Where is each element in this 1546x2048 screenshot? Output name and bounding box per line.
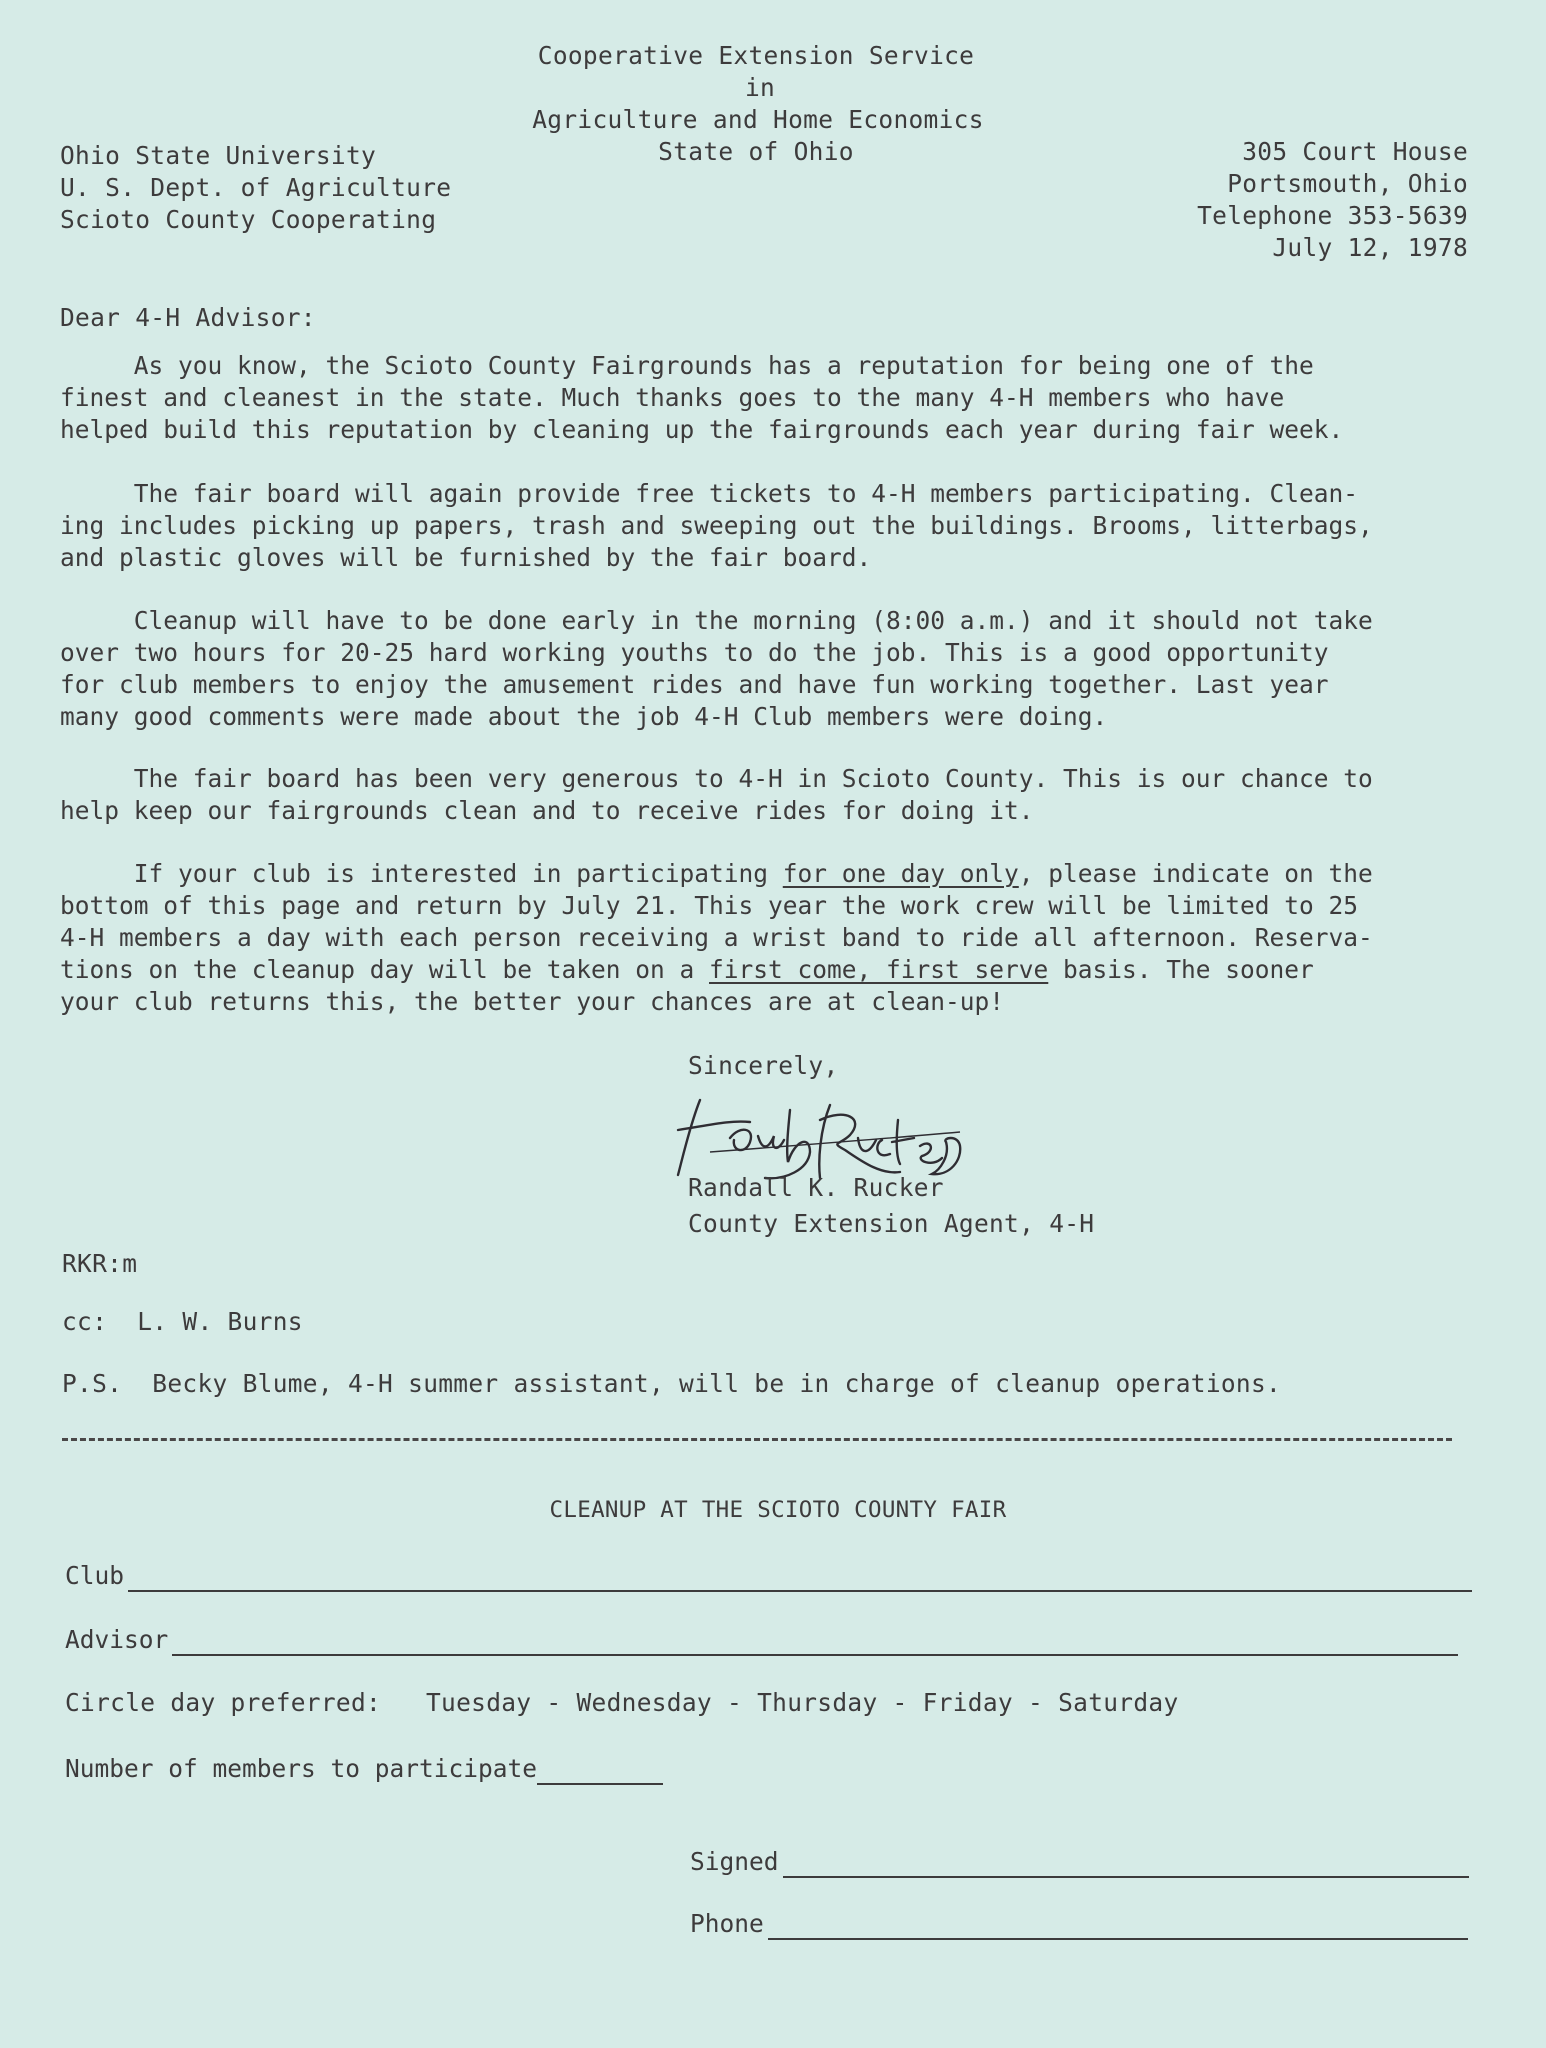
paragraph-line: over two hours for 20-25 hard working youths to do the job. This is a good opportunity bbox=[60, 638, 1329, 667]
paragraph-text: tions on the cleanup day will be taken on a bbox=[60, 955, 710, 984]
paragraph-line: your club returns this, the better your chances are at clean-up! bbox=[60, 987, 1005, 1016]
paragraph-line bbox=[60, 954, 1480, 986]
paragraph-line: As you know, the Scioto County Fairgrounds has a reputation for being one of the bbox=[60, 351, 1314, 380]
club-label: Club bbox=[65, 1561, 125, 1590]
letterhead-address: 305 Court House bbox=[1242, 137, 1468, 166]
paragraph-2 bbox=[60, 478, 1480, 574]
paragraph-line: and plastic gloves will be furnished by the fair board. bbox=[60, 543, 872, 572]
paragraph-line: 4-H members a day with each person receiving a wrist band to ride all afternoon. Reserva- bbox=[60, 923, 1373, 952]
paragraph-line: The fair board has been very generous to 4-H in Scioto County. This is our chance to bbox=[60, 764, 1373, 793]
paragraph-3 bbox=[60, 605, 1480, 733]
advisor-field[interactable] bbox=[65, 1624, 1458, 1656]
paragraph-line: ing includes picking up papers, trash and sweeping out the buildings. Brooms, litterbags, bbox=[60, 511, 1373, 540]
paragraph-line: for club members to enjoy the amusement rides and have fun working together. Last year bbox=[60, 670, 1329, 699]
members-count-label: Number of members to participate bbox=[65, 1754, 538, 1783]
letterhead-service-line-2: in bbox=[744, 73, 776, 102]
salutation: Dear 4-H Advisor: bbox=[60, 303, 316, 332]
paragraph-text: basis. The sooner bbox=[1048, 955, 1314, 984]
paragraph-line: The fair board will again provide free tickets to 4-H members participating. Clean- bbox=[60, 479, 1359, 508]
day-preferred-label: Circle day preferred: bbox=[65, 1688, 382, 1717]
paragraph-line bbox=[60, 858, 1480, 890]
paragraph-line: help keep our fairgrounds clean and to receive rides for doing it. bbox=[60, 796, 1034, 825]
underlined-text: for one day only bbox=[782, 859, 1019, 888]
club-field[interactable] bbox=[65, 1560, 1472, 1592]
members-count-field[interactable] bbox=[65, 1753, 663, 1785]
paragraph-line: bottom of this page and return by July 21. This year the work crew will be limited to 25 bbox=[60, 891, 1359, 920]
paragraph-4 bbox=[60, 763, 1480, 827]
advisor-input-line[interactable] bbox=[172, 1630, 1458, 1656]
letterhead-telephone: Telephone 353-5639 bbox=[1197, 201, 1468, 230]
signer-name: Randall K. Rucker bbox=[688, 1173, 944, 1202]
signed-field[interactable] bbox=[690, 1846, 1469, 1878]
letterhead-service-line-1: Cooperative Extension Service bbox=[537, 41, 975, 70]
paragraph-line: helped build this reputation by cleaning up the fairgrounds each year during fair week. bbox=[60, 415, 1344, 444]
phone-input-line[interactable] bbox=[768, 1914, 1468, 1940]
paragraph-5 bbox=[60, 858, 1480, 1018]
letterhead-left-line-2: U. S. Dept. of Agriculture bbox=[60, 173, 452, 202]
day-options[interactable]: Tuesday - Wednesday - Thursday - Friday - Saturday bbox=[426, 1688, 1179, 1717]
cc-line: cc: L. W. Burns bbox=[62, 1307, 303, 1336]
letter-date: July 12, 1978 bbox=[1272, 233, 1468, 262]
postscript: P.S. Becky Blume, 4-H summer assistant, will be in charge of cleanup operations. bbox=[62, 1369, 1282, 1398]
signer-title: County Extension Agent, 4-H bbox=[688, 1209, 1095, 1238]
paragraph-line: Cleanup will have to be done early in the morning (8:00 a.m.) and it should not take bbox=[60, 606, 1373, 635]
phone-label: Phone bbox=[690, 1909, 764, 1938]
form-title: CLEANUP AT THE SCIOTO COUNTY FAIR bbox=[549, 1497, 1007, 1523]
advisor-label: Advisor bbox=[65, 1625, 169, 1654]
paragraph-1 bbox=[60, 350, 1480, 446]
letterhead-left-line-1: Ohio State University bbox=[60, 141, 377, 170]
paragraph-line: many good comments were made about the job 4-H Club members were doing. bbox=[60, 702, 1108, 731]
paragraph-text: If your club is interested in participating bbox=[60, 859, 783, 888]
paragraph-text: , please indicate on the bbox=[1018, 859, 1373, 888]
letterhead-left-line-3: Scioto County Cooperating bbox=[60, 205, 437, 234]
letterhead-service-line-3: Agriculture and Home Economics bbox=[532, 105, 984, 134]
signed-input-line[interactable] bbox=[783, 1852, 1469, 1878]
letterhead-service-line-4: State of Ohio bbox=[658, 137, 854, 166]
members-count-input-line[interactable] bbox=[537, 1759, 663, 1785]
signed-label: Signed bbox=[690, 1847, 779, 1876]
typist-initials: RKR:m bbox=[62, 1249, 138, 1278]
club-input-line[interactable] bbox=[128, 1566, 1472, 1592]
paragraph-line: finest and cleanest in the state. Much thanks goes to the many 4-H members who have bbox=[60, 383, 1285, 412]
tear-off-divider bbox=[62, 1438, 1452, 1441]
phone-field[interactable] bbox=[690, 1908, 1468, 1940]
closing-sincerely: Sincerely, bbox=[688, 1051, 839, 1080]
letterhead-city: Portsmouth, Ohio bbox=[1227, 169, 1468, 198]
underlined-text: first come, first serve bbox=[709, 955, 1049, 984]
